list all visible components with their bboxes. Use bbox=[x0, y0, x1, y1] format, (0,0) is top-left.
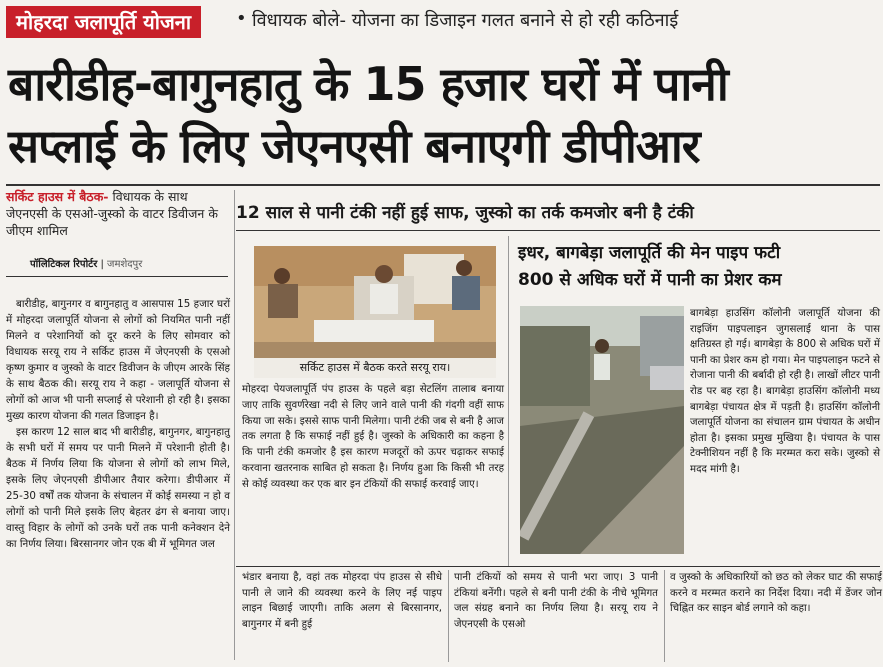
column-divider bbox=[508, 236, 509, 566]
left-subhead bbox=[6, 188, 228, 239]
burst-pipe-photo bbox=[520, 306, 684, 554]
byline bbox=[6, 256, 228, 270]
column-divider bbox=[448, 570, 449, 662]
right-heading-line-1: इधर, बागबेड़ा जलापूर्ति की मेन पाइप फटी bbox=[518, 243, 781, 263]
left-article-body bbox=[6, 296, 230, 552]
right-article-body bbox=[690, 306, 880, 478]
continuation-column-1: भंडार बनाया है, वहां तक मोहरदा पंप हाउस से सीधे पानी ले जाने की व्यवस्था करने के लिए नई पाइप लाइन बिछाई जाएगी। ताकि अलग से बिरसानगर, बागुनगर में बनी हुई bbox=[242, 572, 442, 630]
byline-separator: | bbox=[100, 259, 104, 270]
headline-divider bbox=[6, 184, 880, 186]
headline-line-2: सप्लाई के लिए जेएनएसी बनाएगी डीपीआर bbox=[8, 119, 700, 173]
paragraph: मोहरदा पेयजलापूर्ति पंप हाउस के पहले बड़ा सेटलिंग तालाब बनाया जाए ताकि सुवर्णरेखा नदी से लिए जाने वाले पानी की गंदगी वहीं साफ किया जा सके। इससे साफ पानी मिलेगा। पानी टंकी जब से बनी है आज तक लगता है कि सफाई नहीं हुई है। जुस्को के अधिकारी का कहना है कि पानी टंकी कमजोर है इस कारण मजदूरों को ऊपर चढ़ाकर सफाई करवाना खतरनाक साबित हो सकता है। निर्णय हुआ कि किसी भी तरह से कोई व्यवस्था कर एक बार इन टंकियों की सफाई करवाई जाए। bbox=[242, 384, 504, 490]
paragraph: बागबेड़ा हाउसिंग कॉलोनी जलापूर्ति योजना की राइजिंग पाइपलाइन जुगसलाई थाना के पास क्षतिग्रस्त हो गई। बागबेड़ा के 800 से अधिक घरों में पानी का प्रेशर कम हो गया। मेन पाइपलाइन फटने से रोजाना पानी की बर्बादी हो रही है। लाखों लीटर पानी रोड पर बह रहा है। बागबेड़ा हाउसिंग कॉलोनी मध्य बागबेड़ा पंचायत क्षेत्र में पड़ती है। हाउसिंग कॉलोनी जलापूर्ति योजना का संचालन ग्राम पंचायत के अधीन होता है। इसका प्रमुख मुखिया है। पंचायत के पास टेक्नीशियन नहीं है कि मरम्मत करा सके। जुस्को से मदद मांगी है। bbox=[690, 308, 881, 475]
subhead-label: सर्किट हाउस में बैठक- bbox=[6, 189, 109, 204]
middle-heading: 12 साल से पानी टंकी नहीं हुई साफ, जुस्को का तर्क कमजोर बनी है टंकी bbox=[236, 203, 694, 223]
meeting-photo-image bbox=[254, 246, 496, 358]
meeting-photo bbox=[254, 246, 496, 358]
photo-caption: सर्किट हाउस में बैठक करते सरयू राय। bbox=[254, 358, 496, 378]
middle-article-body bbox=[242, 382, 504, 493]
right-heading-line-2: 800 से अधिक घरों में पानी का प्रेशर कम bbox=[518, 270, 782, 290]
subhead-text: विधायक के साथ जेएनएसी के एसओ-जुस्को के वाटर डिवीजन के जीएम शामिल bbox=[6, 189, 218, 238]
continuation-column-3: व जुस्को के अधिकारियों को छठ को लेकर घाट की सफाई करने व मरम्मत कराने का निर्देश दिया। नदी में डेंजर जोन चिह्नित कर साइन बोर्ड लगाने को कहा। bbox=[670, 572, 882, 615]
headline-line-1: बारीडीह-बागुनहातु के 15 हजार घरों में पानी bbox=[8, 57, 728, 111]
section-tag: मोहरदा जलापूर्ति योजना bbox=[6, 6, 201, 38]
kicker-row bbox=[0, 0, 883, 46]
column-divider bbox=[234, 190, 235, 660]
kicker-text: विधायक बोले- योजना का डिजाइन गलत बनाने से हो रही कठिनाई bbox=[252, 10, 679, 31]
bottom-divider bbox=[236, 566, 880, 567]
burst-pipe-image bbox=[520, 306, 684, 554]
column-divider bbox=[664, 570, 665, 662]
paragraph: इस कारण 12 साल बाद भी बारीडीह, बागुनगर, बागुनहातु के सभी घरों में समय पर पानी मिलने में परेशानी होती है। बैठक में निर्णय लिया कि योजना से लोगों को लाभ मिले, इसके लिए जेएनएसी डीपीआर तैयार करेगा। डीपीआर में 25-30 वर्षों तक योजना के संचालन में कोई समस्या न हो व लोगों को पानी मिले इसके लिए बेहतर ढंग से बनाया जाए। वास्तु विहार के लोगों को उनके घरों तक पानी कनेक्शन देने का निर्णय लिया। बिरसानगर जोन एक बी में भूमिगत जल bbox=[6, 426, 230, 550]
byline-name: पॉलिटिकल रिपोर्टर bbox=[30, 259, 98, 270]
middle-divider bbox=[236, 230, 880, 231]
paragraph: बारीडीह, बागुनगर व बागुनहातु व आसपास 15 हजार घरों में मोहरदा जलापूर्ति योजना से लोगों को नियमित पानी नहीं मिलने व परेशानियों को दूर करने के लिए सोमवार को विधायक सरयू राय ने सर्किट हाउस में जेएनएसी के एसओ कृष्ण कुमार व जुस्को के वाटर डिवीजन के जीएम आरके सिंह के साथ बैठक की। सरयू राय ने कहा - जलापूर्ति योजना से लोगों को आज भी पानी सप्लाई से परेशानी हो रही है। इसका मुख्य कारण योजना की गलत डिजाइन है। bbox=[6, 298, 230, 422]
byline-city: जमशेदपुर bbox=[107, 259, 143, 270]
byline-divider bbox=[6, 276, 228, 277]
kicker-bullet: • bbox=[236, 8, 247, 29]
continuation-column-2: पानी टंकियों को समय से पानी भरा जाए। 3 पानी टंकियां बनेंगी। पहले से बनी पानी टंकी के नीचे भूमिगत जल संग्रह बनाने का निर्णय लिया है। सरयू राय ने जेएनएसी के एसओ bbox=[454, 572, 658, 630]
right-heading bbox=[518, 240, 782, 294]
continuation-row bbox=[242, 570, 882, 666]
